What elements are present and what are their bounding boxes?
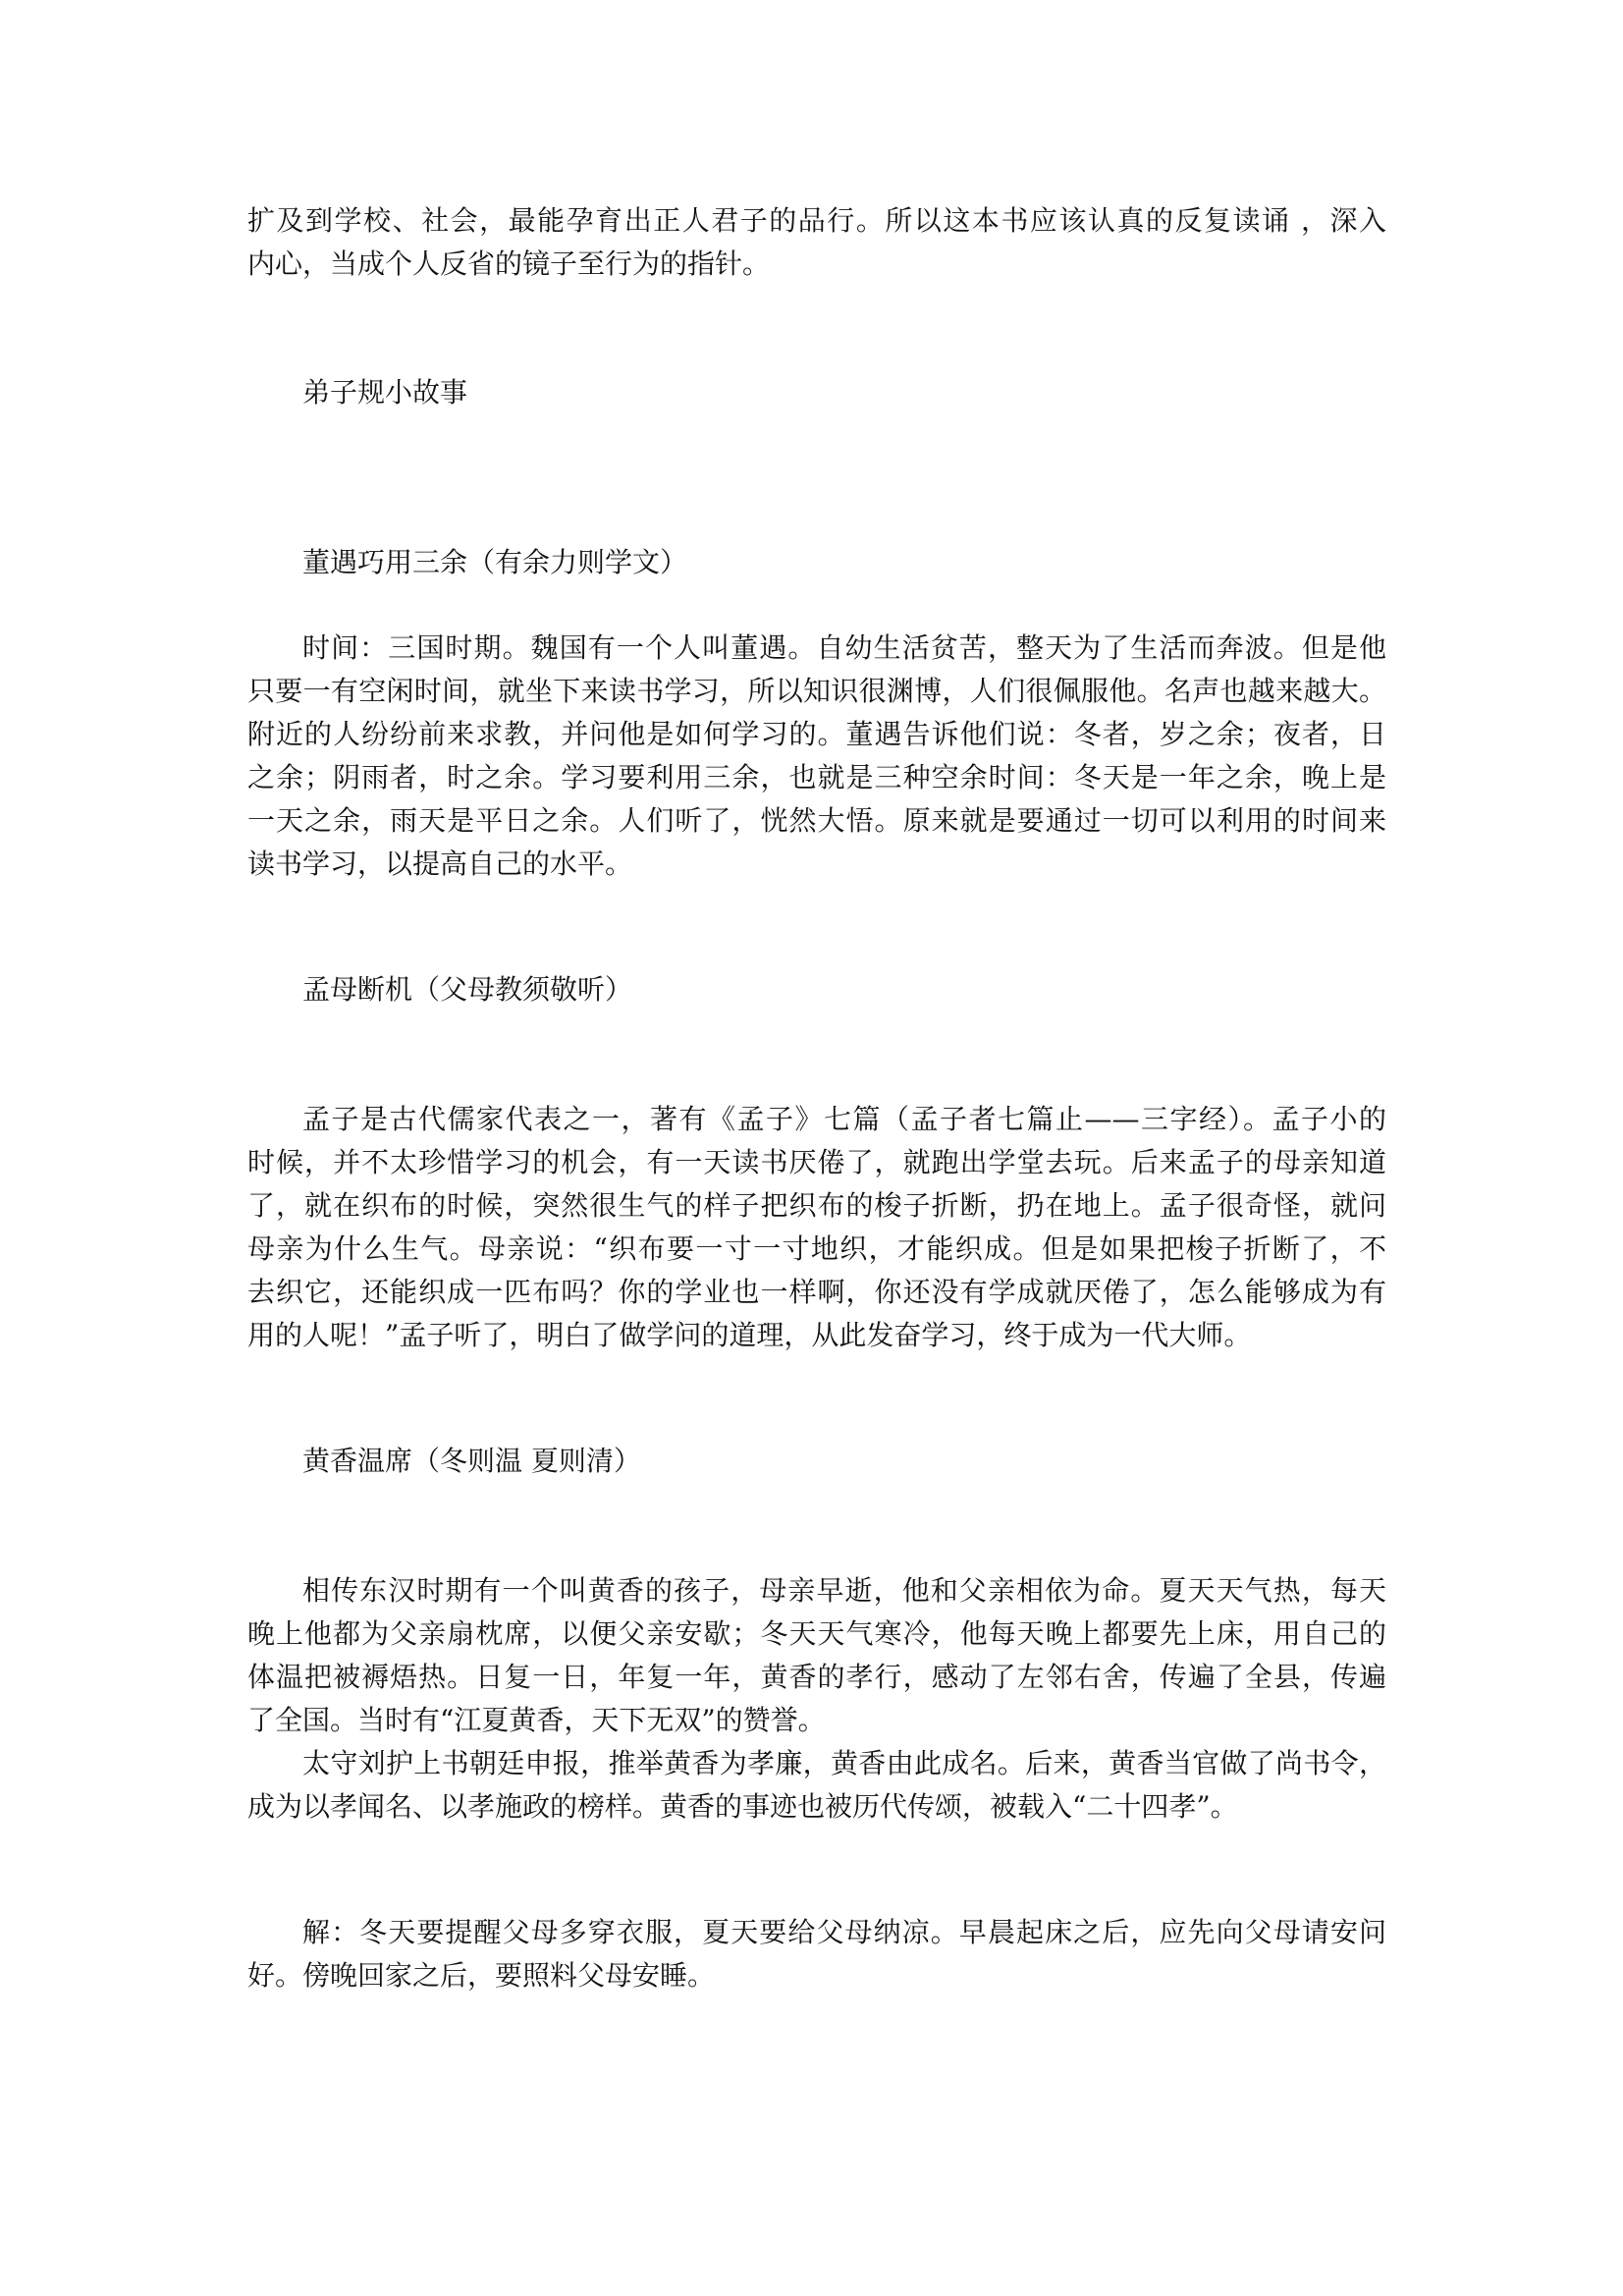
story-1-title-block: [247, 541, 1386, 584]
explanation-paragraph: [247, 1911, 1386, 1997]
section-title-block: [247, 371, 1386, 414]
text-line: 相传东汉时期有一个叫黄香的孩子，母亲早逝，他和父亲相依为命。夏天天气热，每天: [302, 1574, 1386, 1607]
story-title: 孟母断机（父母教须敬听）: [302, 973, 633, 1006]
text-line: 了，就在织布的时候，突然很生气的样子把织布的梭子折断，扔在地上。孟子很奇怪，就问: [247, 1189, 1386, 1222]
text-line: 太守刘护上书朝廷申报，推举黄香为孝廉，黄香由此成名。后来，黄香当官做了尚书令，: [302, 1747, 1386, 1779]
text-line: 了全国。当时有“江夏黄香，天下无双”的赞誉。: [247, 1704, 826, 1736]
text-line: 读书学习，以提高自己的水平。: [247, 847, 633, 880]
section-title: 弟子规小故事: [302, 376, 468, 409]
story-1-body: [247, 627, 1386, 886]
text-line: 内心，当成个人反省的镜子至行为的指针。: [247, 247, 771, 280]
text-line: 孟子是古代儒家代表之一，著有《孟子》七篇（孟子者七篇止——三字经）。孟子小的: [302, 1103, 1386, 1135]
text-line: 附近的人纷纷前来求教，并问他是如何学习的。董遇告诉他们说：冬者，岁之余；夜者，日: [247, 718, 1386, 750]
story-2-body: [247, 1098, 1386, 1357]
story-title: 董遇巧用三余（有余力则学文）: [302, 546, 688, 578]
text-line: 去织它，还能织成一匹布吗？你的学业也一样啊，你还没有学成就厌倦了，怎么能够成为有: [247, 1276, 1386, 1308]
intro-paragraph: [247, 199, 1386, 286]
text-line: 母亲为什么生气。母亲说：“织布要一寸一寸地织，才能织成。但是如果把梭子折断了，不: [247, 1232, 1386, 1265]
story-3-title-block: [247, 1440, 1386, 1483]
text-line: 只要一有空闲时间，就坐下来读书学习，所以知识很渊博，人们很佩服他。名声也越来越大。: [247, 675, 1386, 707]
text-line: 时候，并不太珍惜学习的机会，有一天读书厌倦了，就跑出学堂去玩。后来孟子的母亲知道: [247, 1146, 1386, 1178]
text-line: 之余；阴雨者，时之余。学习要利用三余，也就是三种空余时间：冬天是一年之余，晚上是: [247, 761, 1386, 793]
story-title: 黄香温席（冬则温 夏则清）: [302, 1445, 641, 1477]
text-line: 成为以孝闻名、以孝施政的榜样。黄香的事迹也被历代传颂，被载入“二十四孝”。: [247, 1790, 1238, 1823]
text-line: 好。傍晚回家之后，要照料父母安睡。: [247, 1959, 716, 1992]
story-2-title-block: [247, 968, 1386, 1011]
text-line: 一天之余，雨天是平日之余。人们听了，恍然大悟。原来就是要通过一切可以利用的时间来: [247, 804, 1386, 837]
text-line: 用的人呢！”孟子听了，明白了做学问的道理，从此发奋学习，终于成为一代大师。: [247, 1319, 1252, 1351]
text-line: 扩及到学校、社会，最能孕育出正人君子的品行。所以这本书应该认真的反复读诵 ，深入: [247, 204, 1386, 237]
text-line: 晚上他都为父亲扇枕席，以便父亲安歇；冬天天气寒冷，他每天晚上都要先上床，用自己的: [247, 1617, 1386, 1650]
story-3-body: [247, 1569, 1386, 1829]
text-line: 时间：三国时期。魏国有一个人叫董遇。自幼生活贫苦，整天为了生活而奔波。但是他: [302, 631, 1386, 664]
text-line: 解：冬天要提醒父母多穿衣服，夏天要给父母纳凉。早晨起床之后，应先向父母请安问: [302, 1916, 1386, 1948]
text-line: 体温把被褥焐热。日复一日，年复一年，黄香的孝行，感动了左邻右舍，传遍了全县，传遍: [247, 1661, 1386, 1693]
